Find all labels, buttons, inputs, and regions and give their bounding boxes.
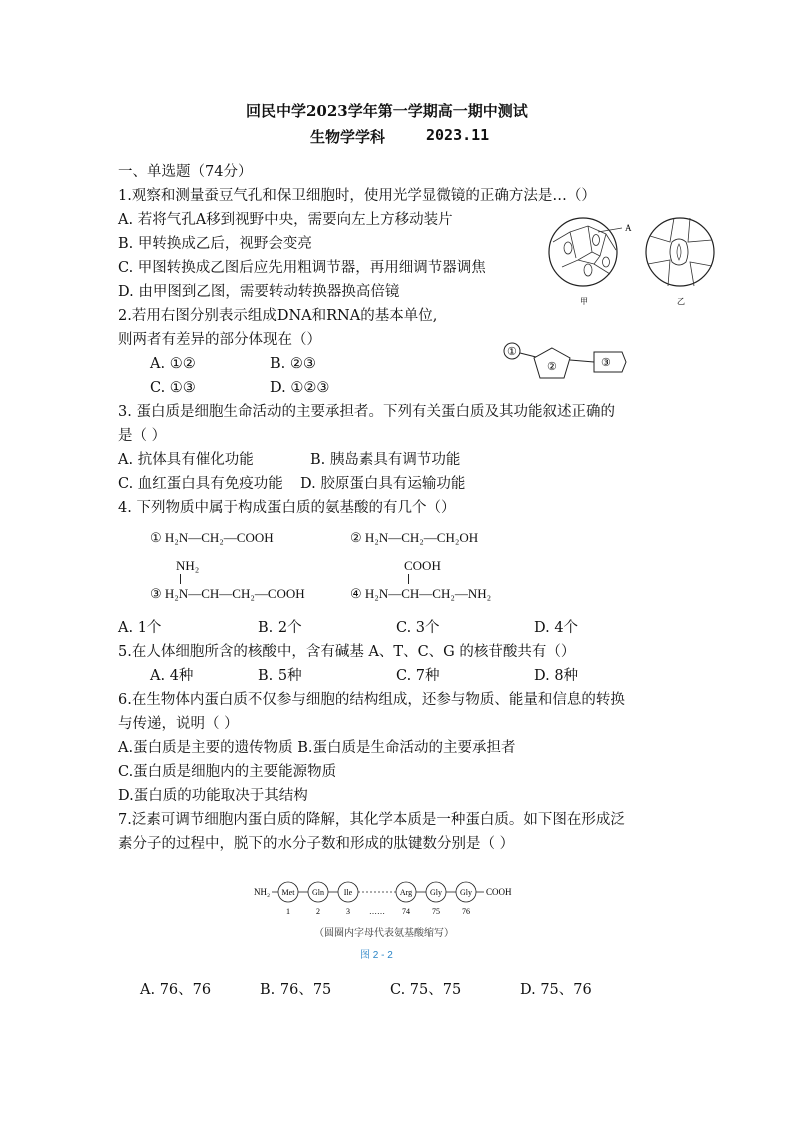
q7-stem-1: 7.泛素可调节细胞内蛋白质的降解，其化学本质是一种蛋白质。如下图在形成泛 — [118, 812, 625, 828]
q4-stem: 4. 下列物质中属于构成蛋白质的氨基酸的有几个（） — [118, 500, 456, 516]
residue-75: Gly — [430, 888, 442, 897]
label-a: A — [625, 223, 632, 233]
q6-option-ab: A.蛋白质是主要的遗传物质 B.蛋白质是生命活动的主要承担者 — [118, 740, 516, 756]
residue-number-1: 1 — [286, 907, 290, 916]
q3-option-d: D. 胶原蛋白具有运输功能 — [300, 476, 466, 492]
residue-number-75: 75 — [432, 907, 440, 916]
formula-3-bond — [180, 574, 181, 584]
formula-3: ③ H₂N—CH—CH₂—COOH — [150, 586, 305, 601]
q6-option-d: D.蛋白质的功能取决于其结构 — [118, 788, 308, 804]
residue-76: Gly — [460, 888, 472, 897]
subject-label: 生物学学科 — [310, 128, 386, 146]
part-1-label: ① — [507, 346, 517, 358]
q4-option-b: B. 2个 — [258, 620, 302, 636]
peptide-chain-figure — [250, 876, 530, 922]
q3-option-a: A. 抗体具有催化功能 — [118, 452, 254, 468]
q1-option-c: C. 甲图转换成乙图后应先用粗调节器，再用细调节器调焦 — [118, 260, 486, 276]
part-3-label: ③ — [601, 357, 611, 369]
q1-option-a: A. 若将气孔A移到视野中央，需要向左上方移动装片 — [118, 212, 453, 228]
q2-stem-1: 2.若用右图分别表示组成DNA和RNA的基本单位, — [118, 308, 438, 324]
exam-date: 2023.11 — [426, 126, 490, 144]
q4-option-a: A. 1个 — [118, 620, 162, 636]
formula-1: ① H₂N—CH₂—COOH — [150, 530, 274, 545]
view-yi — [646, 218, 714, 286]
figure-number: 图 2 - 2 — [360, 950, 393, 961]
exam-title: 回民中学2023学年第一学期高一期中测试 — [246, 102, 528, 120]
residue-number-76: 76 — [462, 907, 470, 916]
residue-number-74: 74 — [402, 907, 410, 916]
view-jia — [549, 218, 622, 286]
q6-stem-2: 与传递，说明（ ） — [118, 716, 239, 732]
residue-3: Ile — [343, 888, 353, 897]
formula-4-branch: COOH — [404, 558, 441, 573]
microscope-figure — [548, 212, 718, 308]
formula-4-bond — [408, 574, 409, 584]
q2-stem-2: 则两者有差异的部分体现在（） — [118, 332, 321, 348]
q7-option-d: D. 75、76 — [520, 982, 592, 998]
label-jia: 甲 — [580, 297, 588, 306]
q5-stem: 5.在人体细胞所含的核酸中，含有碱基 A、T、C、G 的核苷酸共有（） — [118, 644, 576, 660]
q3-option-c: C. 血红蛋白具有免疫功能 — [118, 476, 283, 492]
formula-2: ② H₂N—CH₂—CH₂OH — [350, 530, 479, 545]
q6-stem-1: 6.在生物体内蛋白质不仅参与细胞的结构组成，还参与物质、能量和信息的转换 — [118, 692, 625, 708]
q7-option-c: C. 75、75 — [390, 982, 462, 998]
q3-stem-2: 是（ ） — [118, 428, 167, 444]
formula-4: ④ H₂N—CH—CH₂—NH₂ — [350, 586, 492, 601]
q1-stem: 1.观察和测量蚕豆气孔和保卫细胞时，使用光学显微镜的正确方法是…（） — [118, 188, 596, 204]
q2-option-d: D. ①②③ — [270, 380, 330, 396]
figure-caption: （圆圈内字母代表氨基酸缩写） — [314, 928, 454, 939]
q5-option-a: A. 4种 — [150, 668, 194, 684]
q1-option-b: B. 甲转换成乙后，视野会变亮 — [118, 236, 312, 252]
q5-option-b: B. 5种 — [258, 668, 302, 684]
part-2-label: ② — [547, 361, 557, 373]
q4-option-c: C. 3个 — [396, 620, 440, 636]
chain-end: COOH — [486, 887, 512, 897]
label-yi: 乙 — [677, 297, 685, 306]
residue-number-2: 2 — [316, 907, 320, 916]
q5-option-d: D. 8种 — [534, 668, 579, 684]
residue-number-3: 3 — [346, 907, 350, 916]
section-heading: 一、单选题（74分） — [118, 164, 253, 180]
formula-3-branch: NH₂ — [176, 558, 200, 573]
residue-74: Arg — [399, 888, 413, 897]
q7-stem-2: 素分子的过程中，脱下的水分子数和形成的肽键数分别是（ ） — [118, 836, 515, 852]
q2-option-b: B. ②③ — [270, 356, 316, 372]
q3-stem-1: 3. 蛋白质是细胞生命活动的主要承担者。下列有关蛋白质及其功能叙述正确的 — [118, 404, 615, 420]
residue-1: Met — [281, 888, 295, 897]
q1-option-d: D. 由甲图到乙图，需要转动转换器换高倍镜 — [118, 284, 400, 300]
chain-ellipsis: …… — [369, 907, 385, 916]
q3-option-b: B. 胰岛素具有调节功能 — [310, 452, 461, 468]
q2-option-a: A. ①② — [150, 356, 196, 372]
q2-option-c: C. ①③ — [150, 380, 196, 396]
q7-option-b: B. 76、75 — [260, 982, 332, 998]
q5-option-c: C. 7种 — [396, 668, 440, 684]
nucleotide-figure — [500, 340, 630, 386]
q7-option-a: A. 76、76 — [140, 982, 212, 998]
residue-2: Gln — [312, 888, 324, 897]
q4-option-d: D. 4个 — [534, 620, 579, 636]
q6-option-c: C.蛋白质是细胞内的主要能源物质 — [118, 764, 337, 780]
chain-start: NH₂ — [254, 887, 271, 897]
